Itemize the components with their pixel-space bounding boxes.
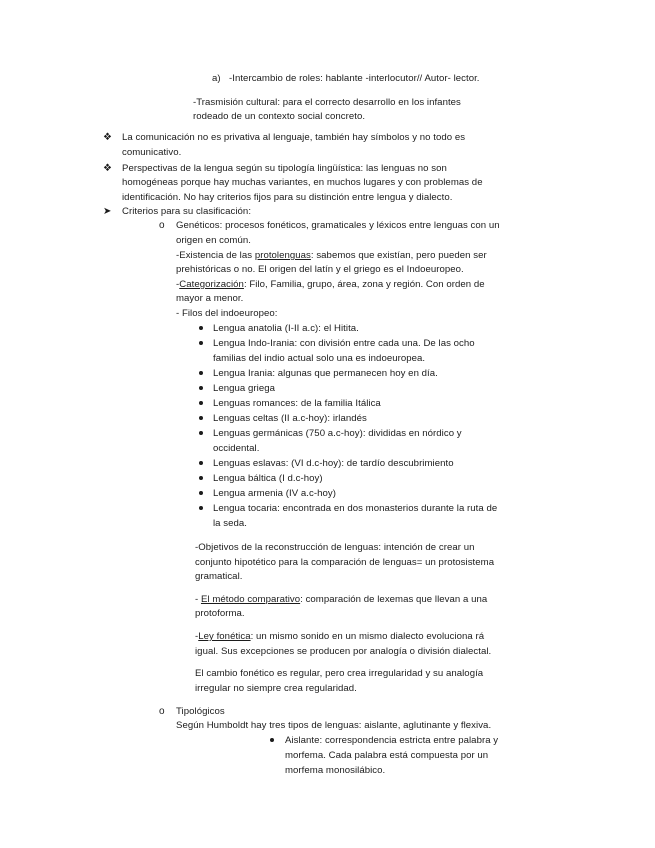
filo-item-cont: occidental. bbox=[213, 443, 260, 454]
tipologicos-line1: Según Humboldt hay tres tipos de lenguas: aislante, aglutinante y flexiva. bbox=[176, 720, 492, 731]
metodo-line1: - El método comparativo: comparación de lexemas que llevan a una bbox=[195, 594, 488, 605]
protolenguas-line1: -Existencia de las protolenguas: sabemos que existían, pero pueden ser bbox=[176, 250, 487, 261]
trasmision-line2: rodeado de un contexto social concreto. bbox=[193, 111, 366, 122]
filo-item: Lenguas eslavas: (VI d.c-hoy): de tardío descubrimiento bbox=[213, 458, 454, 469]
comunicacion-line1: La comunicación no es privativa al lenguaje, también hay símbolos y no todo es bbox=[122, 132, 466, 143]
filled-dot-bullet-icon bbox=[199, 371, 203, 375]
filled-dot-bullet-icon bbox=[199, 506, 203, 510]
ley-term: Ley fonética bbox=[198, 631, 251, 642]
filled-dot-bullet-icon bbox=[199, 476, 203, 480]
filo-item-cont: la seda. bbox=[213, 518, 248, 529]
comunicacion-line2: comunicativo. bbox=[122, 147, 182, 158]
perspectivas-line1: Perspectivas de la lengua según su tipología lingüística: las lenguas no son bbox=[122, 163, 447, 174]
criterios-heading: Criterios para su clasificación: bbox=[122, 206, 252, 217]
protolenguas-term: protolenguas bbox=[254, 250, 311, 261]
filo-item: Lengua Indo-Irania: con división entre cada una. De las ocho bbox=[213, 338, 475, 349]
aislante-line1: Aislante: correspondencia estricta entre palabra y bbox=[285, 735, 499, 746]
tipologicos-title: Tipológicos bbox=[176, 706, 225, 717]
filo-item: Lenguas celtas (II a.c-hoy): irlandés bbox=[213, 413, 367, 424]
geneticos-line1: Genéticos: procesos fonéticos, gramaticales y léxicos entre lenguas con un bbox=[176, 220, 500, 231]
list-label-a: a) bbox=[212, 73, 221, 84]
trasmision-line1: -Trasmisión cultural: para el correcto desarrollo en los infantes bbox=[193, 97, 461, 108]
geneticos-line2: origen en común. bbox=[176, 235, 251, 246]
objetivos-line2: conjunto hipotético para la comparación de lenguas= un protosistema bbox=[195, 557, 495, 568]
arrow-bullet-icon: ➤ bbox=[103, 206, 112, 217]
objetivos-line1: -Objetivos de la reconstrucción de lenguas: intención de crear un bbox=[195, 542, 475, 553]
filo-item-cont: familias del indio actual solo una es indoeuropea. bbox=[213, 353, 426, 364]
filled-dot-bullet-icon bbox=[199, 416, 203, 420]
ley-line2: igual. Sus excepciones se producen por analogía o división dialectal. bbox=[195, 646, 492, 657]
filled-dot-bullet-icon bbox=[199, 431, 203, 435]
filo-item: Lengua báltica (I d.c-hoy) bbox=[213, 473, 323, 484]
diamond-bullet-icon: ❖ bbox=[103, 163, 112, 174]
filo-item: Lenguas germánicas (750 a.c-hoy): divididas en nórdico y bbox=[213, 428, 462, 439]
perspectivas-line3: identificación. No hay criterios fijos para su distinción entre lengua y dialecto. bbox=[122, 192, 453, 203]
filled-dot-bullet-icon bbox=[199, 326, 203, 330]
cambio-line1: El cambio fonético es regular, pero crea irregularidad y su analogía bbox=[195, 668, 484, 679]
circle-bullet-icon: o bbox=[159, 706, 165, 717]
filos-title: - Filos del indoeuropeo: bbox=[176, 308, 278, 319]
metodo-term: El método comparativo bbox=[200, 594, 301, 605]
circle-bullet-icon: o bbox=[159, 220, 165, 231]
filled-dot-bullet-icon bbox=[270, 738, 274, 742]
perspectivas-line2: homogéneas porque hay muchas variantes, en muchos lugares y con problemas de bbox=[122, 177, 483, 188]
filo-item: Lengua anatolia (I-II a.c): el Hitita. bbox=[213, 323, 359, 334]
categorizacion-line1: -Categorización: Filo, Familia, grupo, área, zona y región. Con orden de bbox=[176, 279, 485, 290]
filled-dot-bullet-icon bbox=[199, 341, 203, 345]
categorizacion-term: Categorización bbox=[179, 279, 244, 290]
protolenguas-line2: prehistóricas o no. El origen del latín y el griego es el Indoeuropeo. bbox=[176, 264, 464, 275]
filo-item: Lengua armenia (IV a.c-hoy) bbox=[213, 488, 336, 499]
filled-dot-bullet-icon bbox=[199, 401, 203, 405]
aislante-line3: morfema monosilábico. bbox=[285, 765, 386, 776]
objetivos-line3: gramatical. bbox=[195, 571, 243, 582]
filled-dot-bullet-icon bbox=[199, 491, 203, 495]
filled-dot-bullet-icon bbox=[199, 461, 203, 465]
filo-item: Lengua tocaria: encontrada en dos monasterios durante la ruta de bbox=[213, 503, 498, 514]
filled-dot-bullet-icon bbox=[199, 386, 203, 390]
metodo-line2: protoforma. bbox=[195, 608, 245, 619]
aislante-line2: morfema. Cada palabra está compuesta por un bbox=[285, 750, 489, 761]
diamond-bullet-icon: ❖ bbox=[103, 132, 112, 143]
intercambio-text: -Intercambio de roles: hablante -interlocutor// Autor- lector. bbox=[229, 73, 480, 84]
cambio-line2: irregular no siempre crea regularidad. bbox=[195, 683, 357, 694]
filo-item: Lenguas romances: de la familia Itálica bbox=[213, 398, 381, 409]
ley-line1: -Ley fonética: un mismo sonido en un mismo dialecto evoluciona rá bbox=[195, 631, 485, 642]
filo-item: Lengua griega bbox=[213, 383, 275, 394]
categorizacion-line2: mayor a menor. bbox=[176, 293, 244, 304]
filo-item: Lengua Irania: algunas que permanecen hoy en día. bbox=[213, 368, 438, 379]
